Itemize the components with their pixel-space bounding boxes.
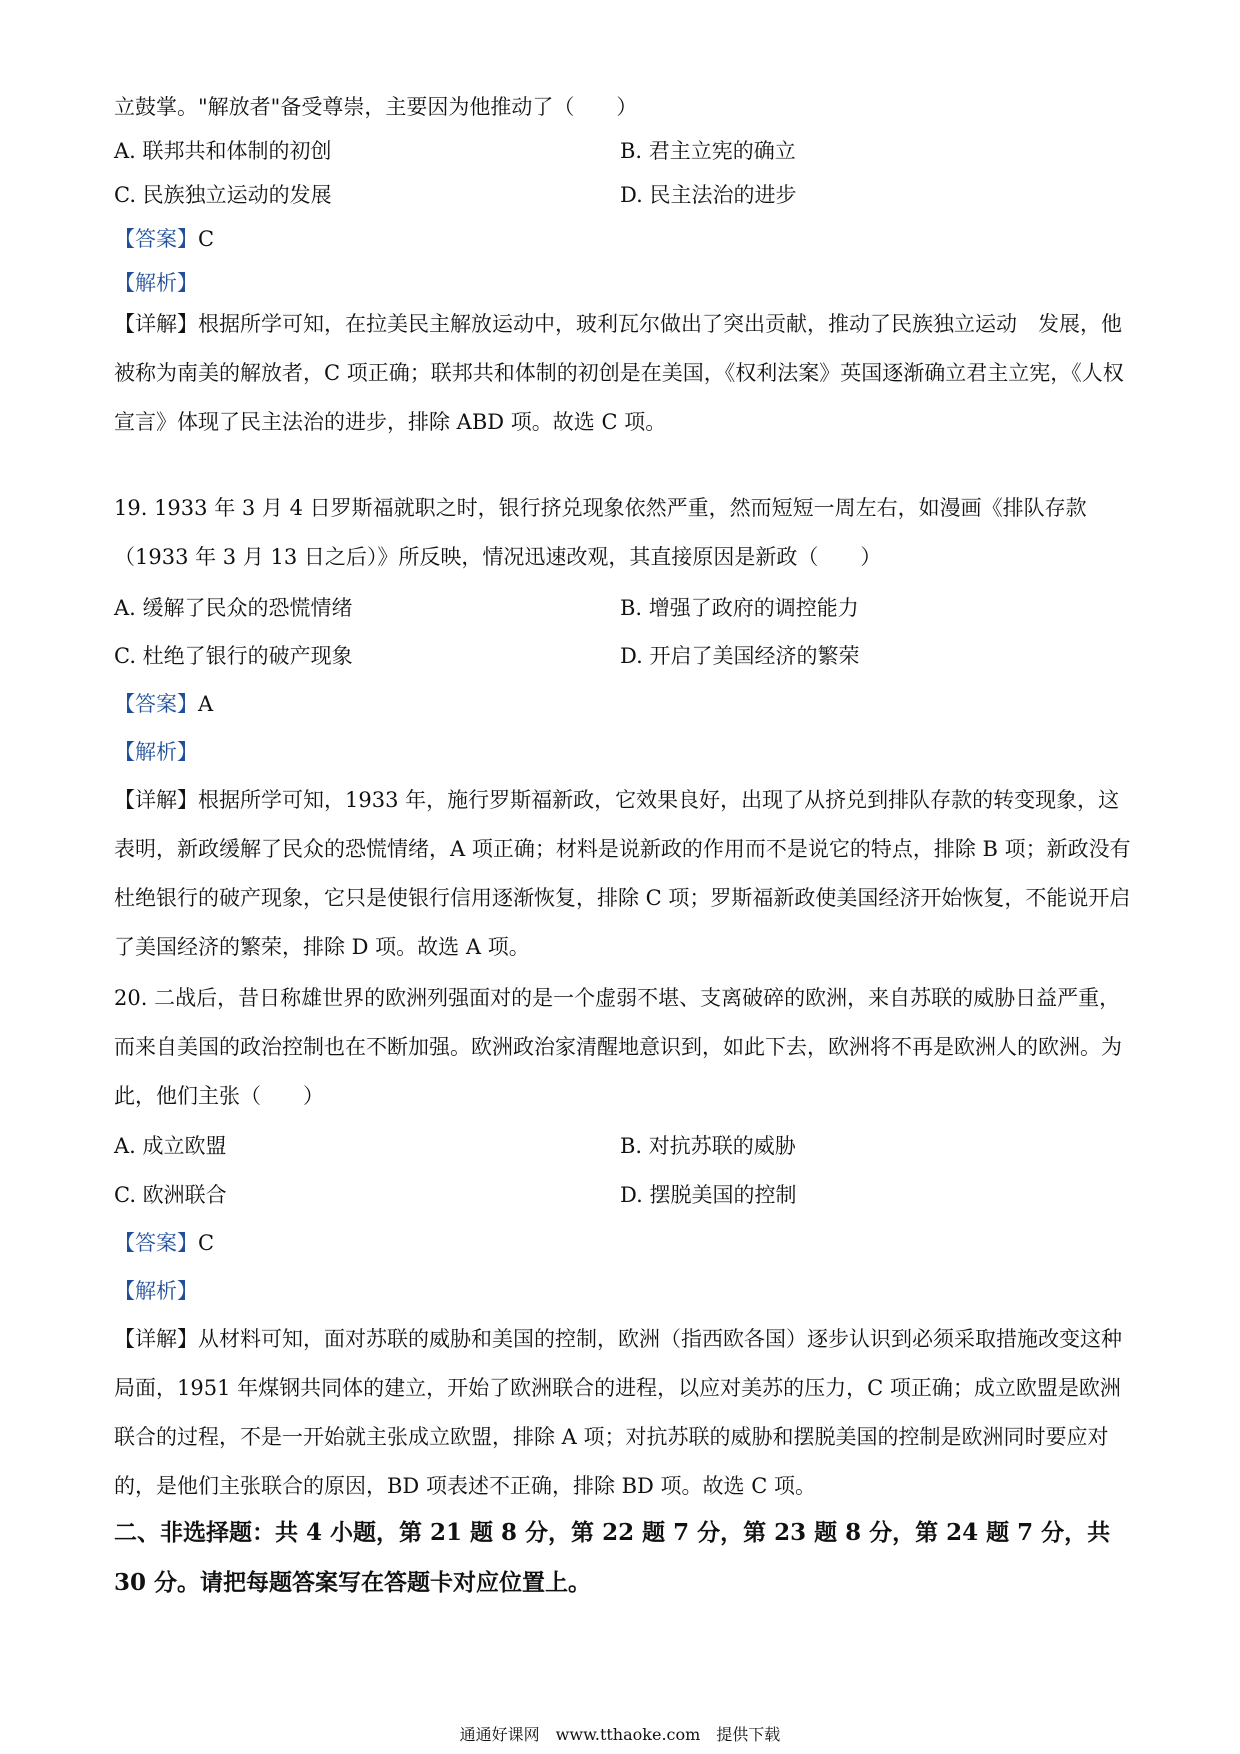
analysis-label: 【解析】 <box>114 1279 198 1303</box>
q19-answer <box>114 689 1134 719</box>
answer-value: A <box>198 692 214 716</box>
q20-detail <box>114 1315 1134 1511</box>
detail-label: 【详解】 <box>114 1327 198 1351</box>
q18-stem-tail: 立鼓掌。"解放者"备受尊崇，主要因为他推动了（ ） <box>114 95 638 119</box>
q18-option-c: C. 民族独立运动的发展 <box>114 183 332 207</box>
q18-option-d: D. 民主法治的进步 <box>620 183 797 207</box>
analysis-label: 【解析】 <box>114 271 198 295</box>
answer-label: 【答案】 <box>114 692 198 716</box>
answer-value: C <box>198 1231 215 1255</box>
q19-option-c: C. 杜绝了银行的破产现象 <box>114 644 353 668</box>
q20-stem: 20. 二战后，昔日称雄世界的欧洲列强面对的是一个虚弱不堪、支离破碎的欧洲，来自苏联的威胁日益严重，而来自美国的政治控制也在不断加强。欧洲政治家清醒地意识到，如此下去，欧洲将不再是欧洲人的欧洲。为此，他们主张（ ） <box>114 986 1122 1108</box>
q20-option-d: D. 摆脱美国的控制 <box>620 1183 797 1207</box>
section-2-heading: 二、非选择题：共 4 小题，第 21 题 8 分，第 22 题 7 分，第 23 题 8 分，第 24 题 7 分，共 30 分。请把每题答案写在答题卡对应位置上。 <box>114 1519 1111 1596</box>
q20-answer <box>114 1228 1134 1258</box>
page-footer: 通通好课网 www.tthaoke.com 提供下载 <box>459 1725 781 1744</box>
q19-option-b: B. 增强了政府的调控能力 <box>620 596 859 620</box>
q19-option-a: A. 缓解了民众的恐慌情绪 <box>114 596 353 620</box>
q20-option-c: C. 欧洲联合 <box>114 1183 227 1207</box>
answer-label: 【答案】 <box>114 227 198 251</box>
q19-analysis-label <box>114 737 1134 767</box>
detail-label: 【详解】 <box>114 312 198 336</box>
detail-label: 【详解】 <box>114 788 198 812</box>
q19-stem: 19. 1933 年 3 月 4 日罗斯福就职之时，银行挤兑现象依然严重，然而短短一周左右，如漫画《排队存款（1933 年 3 月 13 日之后）》所反映，情况迅速改观，其直接原因是新政（ ） <box>114 496 1087 569</box>
q18-analysis-label <box>114 268 1134 298</box>
q19-option-d: D. 开启了美国经济的繁荣 <box>620 644 860 668</box>
q20-option-a: A. 成立欧盟 <box>114 1134 227 1158</box>
answer-value: C <box>198 227 215 251</box>
q18-option-a: A. 联邦共和体制的初创 <box>114 139 332 163</box>
q20-option-b: B. 对抗苏联的威胁 <box>620 1134 796 1158</box>
detail-text: 根据所学可知，1933 年，施行罗斯福新政，它效果良好，出现了从挤兑到排队存款的转变现象，这表明，新政缓解了民众的恐慌情绪，A 项正确；材料是说新政的作用而不是说它的特点，排除 B 项；新政没有杜绝银行的破产现象，它只是使银行信用逐渐恢复，排除 C 项；罗斯福新政使美国经济开始恢复，不能说开启了美国经济的繁荣，排除 D 项。故选 A 项。 <box>114 788 1131 959</box>
q19-detail <box>114 776 1134 972</box>
q18-answer <box>114 224 1134 254</box>
analysis-label: 【解析】 <box>114 740 198 764</box>
q18-option-b: B. 君主立宪的确立 <box>620 139 796 163</box>
q18-detail <box>114 300 1134 447</box>
detail-text: 从材料可知，面对苏联的威胁和美国的控制，欧洲（指西欧各国）逐步认识到必须采取措施改变这种局面，1951 年煤钢共同体的建立，开始了欧洲联合的进程，以应对美苏的压力，C 项正确；成立欧盟是欧洲联合的过程，不是一开始就主张成立欧盟，排除 A 项；对抗苏联的威胁和摆脱美国的控制是欧洲同时要应对的，是他们主张联合的原因，BD 项表述不正确，排除 BD 项。故选 C 项。 <box>114 1327 1122 1498</box>
detail-text: 根据所学可知，在拉美民主解放运动中，玻利瓦尔做出了突出贡献，推动了民族独立运动 发展，他被称为南美的解放者，C 项正确；联邦共和体制的初创是在美国，《权利法案》英国逐渐确立君主立宪，《人权宣言》体现了民主法治的进步，排除 ABD 项。故选 C 项。 <box>114 312 1124 434</box>
q20-analysis-label <box>114 1276 1134 1306</box>
answer-label: 【答案】 <box>114 1231 198 1255</box>
